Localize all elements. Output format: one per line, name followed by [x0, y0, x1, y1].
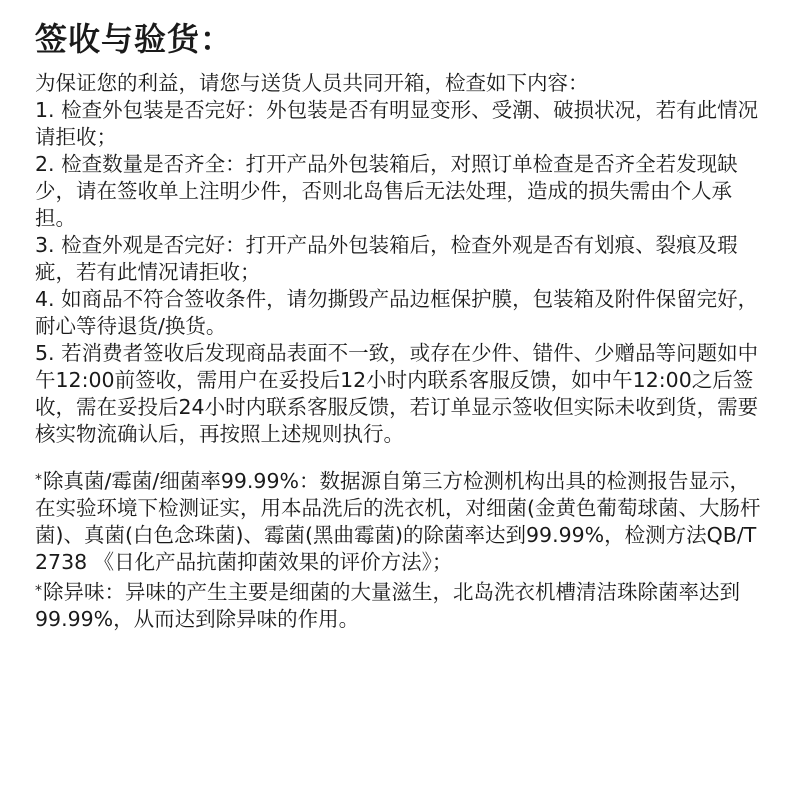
footnote-text: 除异味：异味的产生主要是细菌的大量滋生，北岛洗衣机槽清洁珠除菌率达到99.99%，从而达到除异味的作用。	[35, 580, 740, 631]
footnote-odor	[35, 578, 765, 633]
instruction-item-4: 4. 如商品不符合签收条件，请勿撕毁产品边框保护膜，包装箱及附件保留完好，耐心等待退货/换货。	[35, 287, 759, 338]
instruction-item-1: 1. 检查外包装是否完好：外包装是否有明显变形、受潮、破损状况，若有此情况请拒收；	[35, 98, 759, 149]
instruction-item-3: 3. 检查外观是否完好：打开产品外包装箱后，检查外观是否有划痕、裂痕及瑕疵，若有此情况请拒收；	[35, 233, 738, 284]
document-page	[35, 14, 765, 633]
instruction-item-5: 5. 若消费者签收后发现商品表面不一致，或存在少件、错件、少赠品等问题如中午12:00前签收，需用户在妥投后12小时内联系客服反馈，如中午12:00之后签收，需在妥投后24小时内联系客服反馈，若订单显示签收但实际未收到货，需要核实物流确认后，再按照上述规则执行。	[35, 341, 759, 446]
inspection-instructions	[35, 70, 765, 448]
instruction-item-2: 2. 检查数量是否齐全：打开产品外包装箱后，对照订单检查是否齐全若发现缺少，请在签收单上注明少件，否则北岛售后无法处理，造成的损失需由个人承担。	[35, 152, 738, 230]
footnote-asterisk: *	[35, 472, 42, 488]
footnote-text: 除真菌/霉菌/细菌率99.99%：数据源自第三方检测机构出具的检测报告显示，在实验环境下检测证实，用本品洗后的洗衣机，对细菌(金黄色葡萄球菌、大肠杆菌)、真菌(白色念珠菌)、霉菌(黑曲霉菌)的除菌率达到99.99%，检测方法QB/T 2738 《日化产品抗菌抑菌效果的评价方法》；	[35, 469, 761, 574]
footnotes	[35, 467, 765, 633]
footnote-asterisk: *	[35, 583, 42, 599]
intro-text: 为保证您的利益，请您与送货人员共同开箱，检查如下内容：	[35, 71, 589, 95]
footnote-antibacterial	[35, 467, 765, 576]
page-title: 签收与验货：	[35, 20, 234, 58]
